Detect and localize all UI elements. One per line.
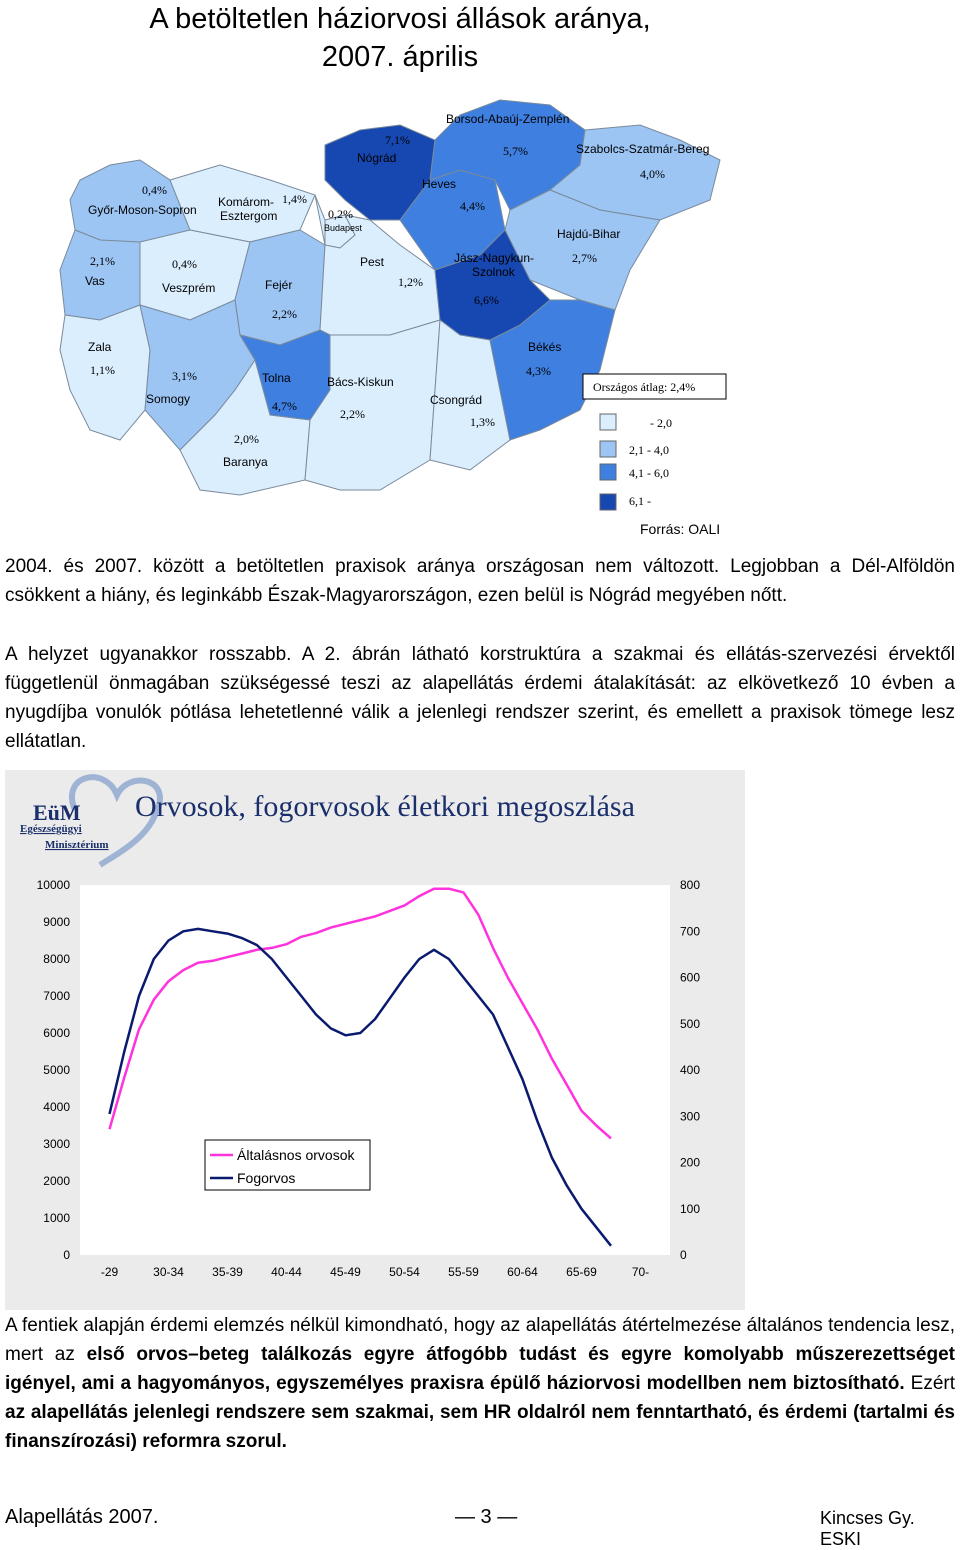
county-name: Komárom- — [218, 195, 275, 209]
county-name: Vas — [85, 274, 105, 288]
county-name: Csongrád — [430, 393, 483, 407]
legend-label: - 2,0 — [650, 416, 672, 430]
county-name: Esztergom — [220, 209, 278, 223]
x-axis-tick-label: 65-69 — [566, 1265, 597, 1279]
county-name: Veszprém — [162, 281, 216, 295]
county-name: Borsod-Abaúj-Zemplén — [446, 112, 570, 126]
paragraph-3 — [5, 1311, 955, 1456]
county-value: 2,0% — [234, 432, 259, 446]
county-name: Fejér — [265, 278, 293, 292]
legend-swatch — [600, 414, 616, 430]
county-value: 7,1% — [385, 133, 410, 147]
county-value: 1,2% — [398, 275, 423, 289]
county-map — [40, 70, 740, 540]
chart-legend-label: Fogorvos — [237, 1170, 296, 1186]
left-axis-tick-label: 0 — [63, 1248, 70, 1262]
county-name: Hajdú-Bihar — [557, 227, 621, 241]
left-axis-tick-label: 8000 — [43, 952, 70, 966]
county-value: 4,4% — [460, 199, 485, 213]
left-axis-tick-label: 7000 — [43, 989, 70, 1003]
county-name: Szabolcs-Szatmár-Bereg — [576, 142, 710, 156]
line-chart — [5, 770, 745, 1310]
county-value: 4,7% — [272, 399, 297, 413]
right-axis-tick-label: 600 — [680, 970, 701, 985]
left-axis-tick-label: 4000 — [43, 1100, 70, 1114]
county-value: 4,0% — [640, 167, 665, 181]
p3-part-a: A fentiek alapján érdemi elemzés nélkül kimondható, hogy az alapellátás átértelmezése általános tendencia lesz, mert az — [5, 1315, 955, 1365]
x-axis-tick-label: 30-34 — [153, 1265, 184, 1279]
x-axis-tick-label: 45-49 — [330, 1265, 361, 1279]
legend-swatch — [600, 494, 616, 510]
p3-part-c: Ezért — [904, 1373, 955, 1394]
left-axis-tick-label: 9000 — [43, 915, 70, 929]
footer-right: Kincses Gy. ESKI — [820, 1508, 915, 1549]
x-axis-tick-label: 70- — [631, 1265, 650, 1279]
county-name: Győr-Moson-Sopron — [88, 203, 197, 217]
x-axis-tick-label: 55-59 — [448, 1265, 479, 1279]
map-title-line2: 2007. április — [321, 41, 479, 73]
right-axis-tick-label: 400 — [680, 1063, 701, 1077]
map-legend — [600, 414, 720, 537]
right-axis-tick-label: 100 — [680, 1201, 701, 1216]
footer-page-number: — 3 — — [455, 1506, 518, 1528]
county-name: Somogy — [146, 392, 191, 406]
right-axis-tick-label: 0 — [680, 1248, 687, 1262]
legend-swatch — [600, 464, 616, 480]
chart-legend-label: Általásnos orvosok — [237, 1147, 355, 1163]
county-name: Pest — [360, 255, 385, 269]
county-value: 2,2% — [272, 307, 297, 321]
county-value: 4,3% — [526, 364, 551, 378]
legend-label: 4,1 - 6,0 — [629, 466, 669, 480]
map-title-line1: A betöltetlen háziorvosi állások aránya, — [149, 3, 651, 35]
right-axis-tick-label: 800 — [680, 878, 701, 892]
county-name: Szolnok — [472, 265, 515, 279]
left-axis-tick-label: 2000 — [43, 1174, 70, 1188]
chart-title: Orvosok, fogorvosok életkori megoszlása — [135, 790, 635, 823]
national-average-box — [583, 374, 726, 399]
footer-left: Alapellátás 2007. — [5, 1506, 159, 1528]
map-title — [70, 0, 730, 76]
county-value: 3,1% — [172, 369, 197, 383]
legend-label: 2,1 - 4,0 — [629, 443, 669, 457]
county-value: 0,2% — [328, 207, 353, 221]
logo-line2: Minisztérium — [45, 839, 109, 851]
county-name: Zala — [88, 340, 112, 354]
left-axis-tick-label: 3000 — [43, 1137, 70, 1151]
x-axis-tick-label: -29 — [100, 1265, 119, 1279]
left-axis-tick-label: 5000 — [43, 1063, 70, 1077]
paragraph-2: A helyzet ugyanakkor rosszabb. A 2. ábrán látható korstruktúra a szakmai és ellátás-szervezési érvektől függetlenül önmagában szükségessé teszi az alapellátás érdemi átalakítását: az elkövetkező 10 évben a nyugdíjba vonulók pótlása lehetetlenné válik a jelenlegi rendszer szerint, és emellett a praxisok tömege lesz ellátatlan. — [5, 644, 955, 752]
county-name: Baranya — [223, 455, 268, 469]
p3-part-d: az alapellátás jelenlegi rendszere sem szakmai, sem HR oldalról nem fenntartható, és érdemi (tartalmi és finanszírozási) reformra szorul. — [5, 1402, 955, 1452]
logo-line1: Egészségügyi — [20, 823, 82, 835]
right-axis-tick-label: 200 — [680, 1155, 701, 1170]
x-axis-tick-label: 60-64 — [507, 1265, 538, 1279]
county-name: Budapest — [324, 223, 363, 233]
paragraph-1: 2004. és 2007. között a betöltetlen praxisok aránya országosan nem változott. Legjobban a Dél-Alföldön csökkent a hiány, és leginkább Észak-Magyarországon, ezen belül is Nógrád megyében nőtt. — [5, 556, 955, 606]
county-name: Tolna — [262, 371, 291, 385]
left-axis-tick-label: 6000 — [43, 1026, 70, 1040]
logo-abbr: EüM — [33, 800, 81, 825]
legend-swatch — [600, 441, 616, 457]
county-value: 2,2% — [340, 407, 365, 421]
left-axis-tick-label: 1000 — [43, 1211, 70, 1225]
x-axis-tick-label: 50-54 — [389, 1265, 420, 1279]
county-value: 1,4% — [282, 192, 307, 206]
age-distribution-chart — [5, 770, 745, 1310]
county-name: Heves — [422, 177, 457, 191]
left-axis-tick-label: 10000 — [36, 878, 70, 892]
county-value: 0,4% — [142, 183, 167, 197]
x-axis-tick-label: 35-39 — [212, 1265, 243, 1279]
legend-label: 6,1 - — [629, 494, 651, 508]
right-axis-tick-label: 500 — [680, 1016, 701, 1031]
map-source: Forrás: OALI — [640, 521, 721, 537]
county-name: Nógrád — [357, 151, 397, 165]
right-axis-tick-label: 700 — [680, 924, 701, 939]
county-name: Jász-Nagykun- — [454, 251, 535, 265]
county-value: 5,7% — [503, 144, 528, 158]
x-axis-tick-label: 40-44 — [271, 1265, 302, 1279]
county-value: 6,6% — [474, 293, 499, 307]
county-name: Bács-Kiskun — [327, 375, 394, 389]
county-value: 2,1% — [90, 254, 115, 268]
county-value: 2,7% — [572, 251, 597, 265]
county-value: 1,1% — [90, 363, 115, 377]
county-name: Békés — [528, 340, 562, 354]
county-value: 0,4% — [172, 257, 197, 271]
p3-part-b: első orvos–beteg találkozás egyre átfogóbb tudást és egyre komolyabb műszerezettséget igényel, ami a hagyományos, egyszemélyes praxisra épülő háziorvosi modellben nem biztosítható. — [5, 1344, 955, 1394]
right-axis-tick-label: 300 — [680, 1109, 701, 1124]
county-value: 1,3% — [470, 415, 495, 429]
national-average-text: Országos átlag: 2,4% — [593, 380, 696, 394]
